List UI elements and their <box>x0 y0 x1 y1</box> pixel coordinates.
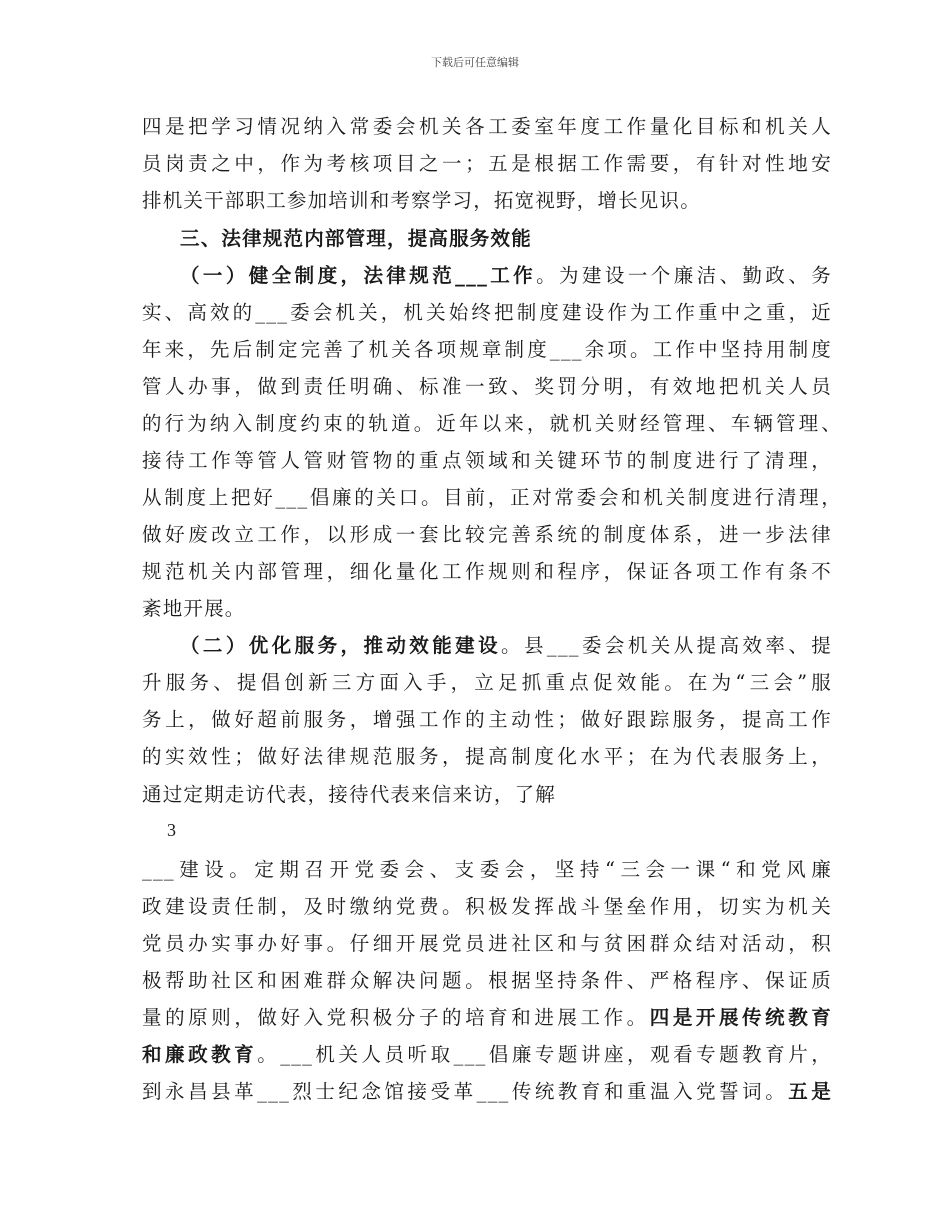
text-line <box>142 1078 832 1106</box>
text-line: 年来，先后制定完善了机关各项规章制度___余项。工作中坚持用制度 <box>142 338 832 361</box>
paragraph-text: 。为建设一个廉洁、勤政、务 <box>536 264 832 287</box>
paragraph-lead: 和廉政教育 <box>142 1043 258 1066</box>
paragraph-text: 到永昌县革___烈士纪念馆接受革___传统教育和重温入党誓词。 <box>142 1080 789 1103</box>
text-line: 排机关干部职工参加培训和考察学习，拓宽视野，增长见识。 <box>142 189 701 212</box>
text-line: 党员办实事办好事。仔细开展党员进社区和与贫困群众结对活动，积 <box>142 932 832 955</box>
text-line: 通过定期走访代表，接待代表来信来访，了解 <box>142 783 557 806</box>
paragraph-lead: 五是 <box>788 1080 832 1103</box>
text-line: 的实效性；做好法律规范服务，提高制度化水平；在为代表服务上， <box>142 745 832 768</box>
text-line: 升服务、提倡创新三方面入手，立足抓重点促效能。在为“三会”服 <box>142 671 832 694</box>
text-line: 四是把学习情况纳入常委会机关各工委室年度工作量化目标和机关人 <box>142 115 832 138</box>
paragraph-text: 量的原则，做好入党积极分子的培育和进展工作。 <box>142 1006 650 1029</box>
text-line: 管人办事，做到责任明确、标准一致、奖罚分明，有效地把机关人员 <box>142 375 832 398</box>
paragraph-lead: （二）优化服务，推动效能建设 <box>180 634 502 657</box>
paragraph-lead-line <box>180 632 832 660</box>
page-number: 3 <box>167 820 176 840</box>
text-line: 做好废改立工作，以形成一套比较完善系统的制度体系，进一步法律 <box>142 523 832 546</box>
text-line: 极帮助社区和困难群众解决问题。根据坚持条件、严格程序、保证质 <box>142 969 832 992</box>
section-heading: 三、法律规范内部管理，提高服务效能 <box>180 227 532 250</box>
text-line: 接待工作等管人管财管物的重点领域和关键环节的制度进行了清理， <box>142 449 832 472</box>
paragraph-lead-line <box>180 262 832 290</box>
text-line <box>142 1041 832 1069</box>
page-header: 下载后可任意编辑 <box>431 56 519 69</box>
text-line: 务上，做好超前服务，增强工作的主动性；做好跟踪服务，提高工作 <box>142 708 832 731</box>
text-line: 员岗责之中，作为考核项目之一；五是根据工作需要，有针对性地安 <box>142 152 832 175</box>
text-line: 规范机关内部管理，细化量化工作规则和程序，保证各项工作有条不 <box>142 560 832 583</box>
paragraph-text: 。县___委会机关从提高效率、提 <box>501 634 832 657</box>
paragraph-text: 。___机关人员听取___倡廉专题讲座，观看专题教育片， <box>257 1043 832 1066</box>
text-line: 从制度上把好___倡廉的关口。目前，正对常委会和机关制度进行清理， <box>142 486 842 509</box>
paragraph-lead: （一）健全制度，法律规范___工作 <box>180 264 537 287</box>
text-line <box>142 1004 832 1032</box>
text-line: ___建设。定期召开党委会、支委会，坚持“三会一课“和党风廉 <box>142 858 832 881</box>
paragraph-lead: 四是开展传统教育 <box>649 1006 832 1029</box>
text-line: 政建设责任制，及时缴纳党费。积极发挥战斗堡垒作用，切实为机关 <box>142 895 832 918</box>
text-line: 的行为纳入制度约束的轨道。近年以来，就机关财经管理、车辆管理、 <box>142 412 842 435</box>
text-line: 实、高效的___委会机关，机关始终把制度建设作为工作重中之重，近 <box>142 301 832 324</box>
text-line: 紊地开展。 <box>142 597 246 620</box>
